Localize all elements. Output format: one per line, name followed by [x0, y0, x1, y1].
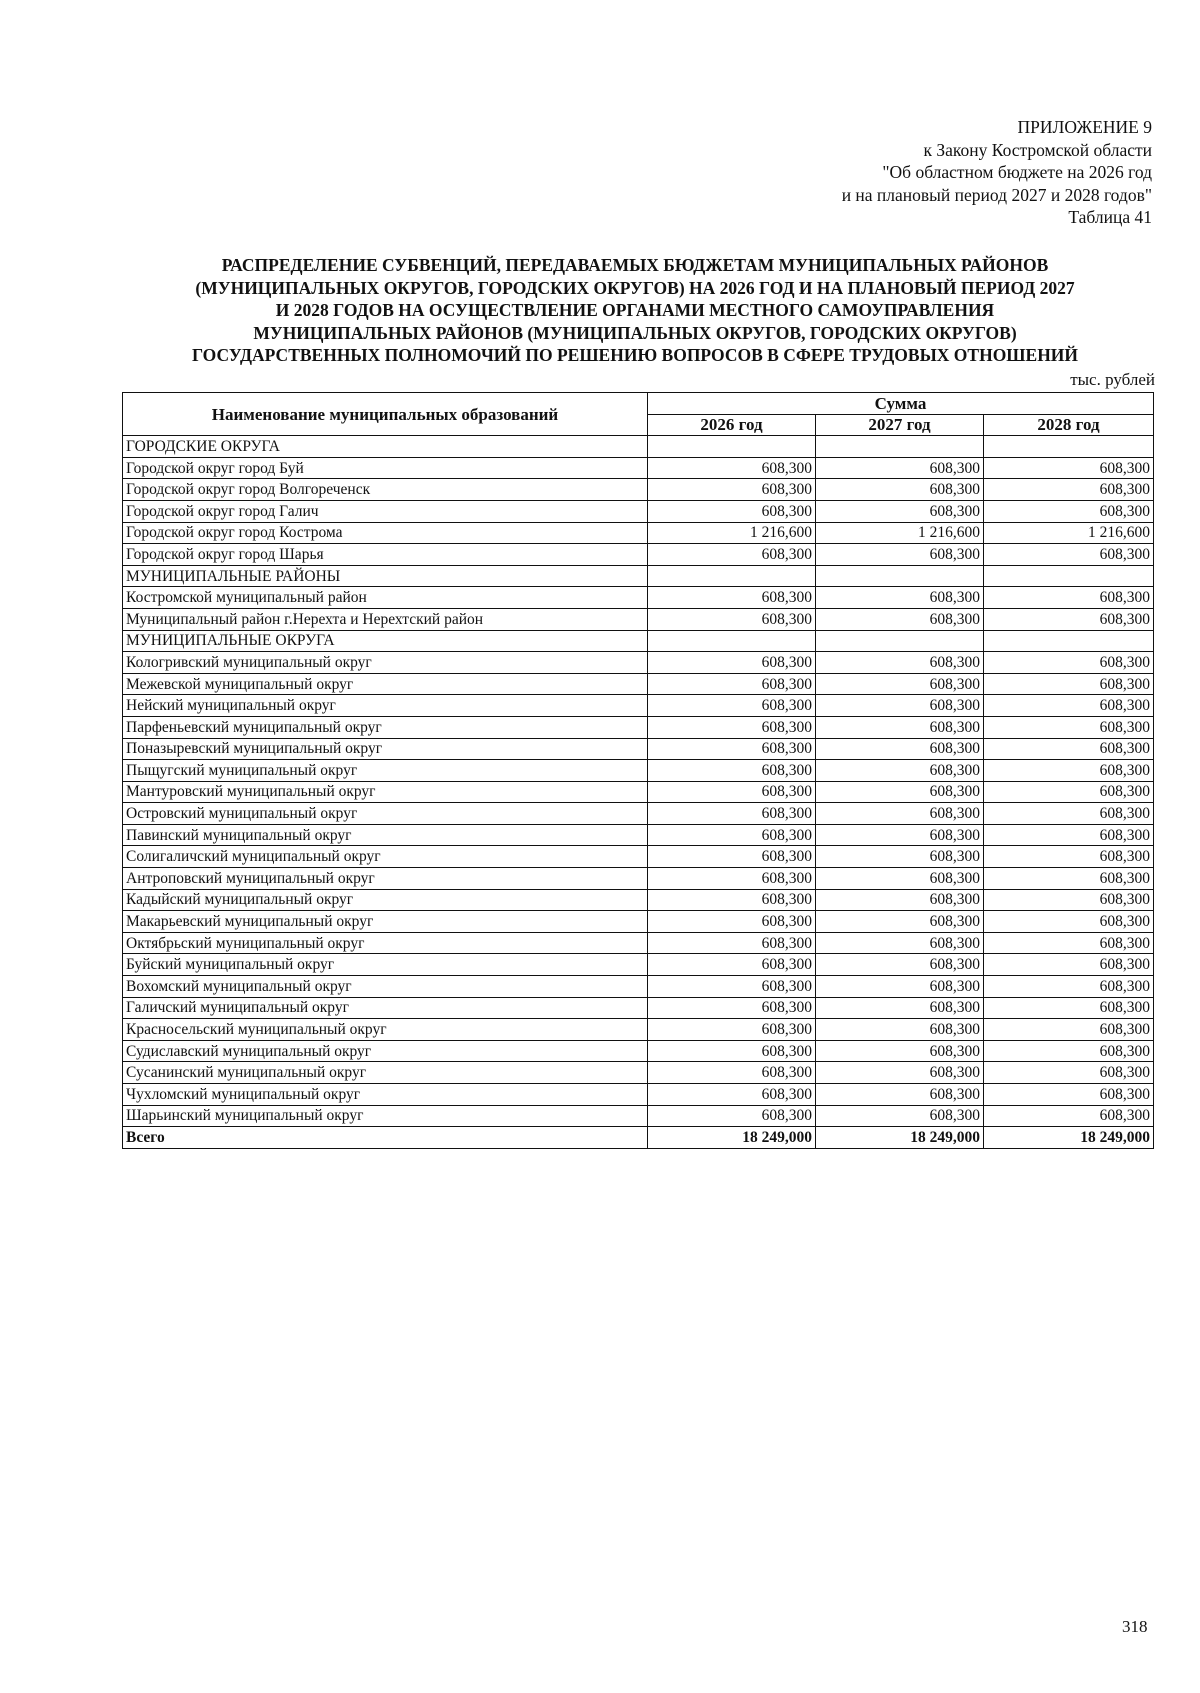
row-name-cell: Островский муниципальный округ — [123, 803, 648, 825]
value-cell-2026: 608,300 — [648, 500, 816, 522]
value-cell-2026: 608,300 — [648, 889, 816, 911]
table-row — [123, 1019, 1154, 1041]
value-cell-2026: 608,300 — [648, 1040, 816, 1062]
table-row — [123, 565, 1154, 587]
value-cell-2026: 608,300 — [648, 544, 816, 566]
row-name-cell: Городской округ город Шарья — [123, 544, 648, 566]
value-cell-2028: 608,300 — [984, 652, 1154, 674]
value-cell-2026: 608,300 — [648, 760, 816, 782]
table-row — [123, 803, 1154, 825]
value-cell-2026: 608,300 — [648, 932, 816, 954]
value-cell-2027: 608,300 — [816, 457, 984, 479]
value-cell-2027 — [816, 565, 984, 587]
row-name-cell: Мантуровский муниципальный округ — [123, 781, 648, 803]
value-cell-2026: 608,300 — [648, 824, 816, 846]
row-name-cell: Судиславский муниципальный округ — [123, 1040, 648, 1062]
column-header-2027: 2027 год — [816, 414, 984, 436]
table-row — [123, 781, 1154, 803]
column-header-name: Наименование муниципальных образований — [123, 393, 648, 436]
value-cell-2028: 608,300 — [984, 889, 1154, 911]
header-row — [123, 393, 1154, 415]
value-cell-2026: 608,300 — [648, 587, 816, 609]
column-header-sum: Сумма — [648, 393, 1154, 415]
total-value-2026: 18 249,000 — [648, 1127, 816, 1149]
total-value-2028: 18 249,000 — [984, 1127, 1154, 1149]
value-cell-2026: 608,300 — [648, 868, 816, 890]
table-row — [123, 738, 1154, 760]
value-cell-2026: 608,300 — [648, 1105, 816, 1127]
value-cell-2027: 608,300 — [816, 587, 984, 609]
table-row — [123, 479, 1154, 501]
value-cell-2027: 608,300 — [816, 976, 984, 998]
table-row — [123, 760, 1154, 782]
table-row — [123, 652, 1154, 674]
value-cell-2028: 608,300 — [984, 544, 1154, 566]
value-cell-2028 — [984, 630, 1154, 652]
subventions-table — [122, 392, 1154, 1149]
value-cell-2027: 1 216,600 — [816, 522, 984, 544]
table-row — [123, 436, 1154, 458]
table-row — [123, 976, 1154, 998]
value-cell-2027: 608,300 — [816, 695, 984, 717]
value-cell-2028: 608,300 — [984, 457, 1154, 479]
value-cell-2027: 608,300 — [816, 608, 984, 630]
value-cell-2027 — [816, 436, 984, 458]
value-cell-2026: 608,300 — [648, 673, 816, 695]
table-row — [123, 673, 1154, 695]
total-label: Всего — [123, 1127, 648, 1149]
value-cell-2026: 608,300 — [648, 846, 816, 868]
table-row — [123, 608, 1154, 630]
row-name-cell: Октябрьский муниципальный округ — [123, 932, 648, 954]
row-name-cell: Пыщугский муниципальный округ — [123, 760, 648, 782]
value-cell-2028: 608,300 — [984, 716, 1154, 738]
table-row — [123, 932, 1154, 954]
table-row — [123, 587, 1154, 609]
table-number: Таблица 41 — [1068, 207, 1152, 227]
value-cell-2026: 608,300 — [648, 954, 816, 976]
row-name-cell: Вохомский муниципальный округ — [123, 976, 648, 998]
value-cell-2028: 608,300 — [984, 673, 1154, 695]
value-cell-2028: 608,300 — [984, 479, 1154, 501]
value-cell-2028: 608,300 — [984, 1062, 1154, 1084]
value-cell-2028: 608,300 — [984, 760, 1154, 782]
table-row — [123, 1040, 1154, 1062]
table-body — [123, 436, 1154, 1149]
row-name-cell: Городской округ город Буй — [123, 457, 648, 479]
value-cell-2028: 608,300 — [984, 1105, 1154, 1127]
value-cell-2027: 608,300 — [816, 846, 984, 868]
unit-label: тыс. рублей — [1070, 370, 1155, 389]
table-row — [123, 911, 1154, 933]
column-header-2028: 2028 год — [984, 414, 1154, 436]
row-name-cell: Кологривский муниципальный округ — [123, 652, 648, 674]
value-cell-2026: 608,300 — [648, 976, 816, 998]
value-cell-2026: 608,300 — [648, 1062, 816, 1084]
value-cell-2027: 608,300 — [816, 803, 984, 825]
title-line: МУНИЦИПАЛЬНЫХ РАЙОНОВ (МУНИЦИПАЛЬНЫХ ОКРУГОВ, ГОРОДСКИХ ОКРУГОВ) — [253, 322, 1017, 343]
value-cell-2028: 608,300 — [984, 954, 1154, 976]
title-line: РАСПРЕДЕЛЕНИЕ СУБВЕНЦИЙ, ПЕРЕДАВАЕМЫХ БЮДЖЕТАМ МУНИЦИПАЛЬНЫХ РАЙОНОВ — [221, 255, 1049, 275]
value-cell-2028: 608,300 — [984, 1019, 1154, 1041]
value-cell-2027: 608,300 — [816, 544, 984, 566]
value-cell-2027: 608,300 — [816, 479, 984, 501]
value-cell-2027: 608,300 — [816, 673, 984, 695]
appendix-law-ref: к Закону Костромской области — [923, 139, 1152, 160]
row-name-cell: Костромской муниципальный район — [123, 587, 648, 609]
value-cell-2027: 608,300 — [816, 889, 984, 911]
table-row — [123, 997, 1154, 1019]
value-cell-2028: 608,300 — [984, 1040, 1154, 1062]
value-cell-2028: 608,300 — [984, 608, 1154, 630]
value-cell-2027: 608,300 — [816, 1019, 984, 1041]
value-cell-2027: 608,300 — [816, 868, 984, 890]
row-name-cell: Парфеньевский муниципальный округ — [123, 716, 648, 738]
total-row — [123, 1127, 1154, 1149]
value-cell-2026: 608,300 — [648, 695, 816, 717]
value-cell-2026: 608,300 — [648, 911, 816, 933]
value-cell-2027: 608,300 — [816, 760, 984, 782]
row-name-cell: Солигаличский муниципальный округ — [123, 846, 648, 868]
value-cell-2028: 608,300 — [984, 997, 1154, 1019]
value-cell-2026 — [648, 565, 816, 587]
value-cell-2027: 608,300 — [816, 716, 984, 738]
row-name-cell: Городской округ город Кострома — [123, 522, 648, 544]
value-cell-2026 — [648, 630, 816, 652]
value-cell-2027: 608,300 — [816, 1040, 984, 1062]
row-name-cell: МУНИЦИПАЛЬНЫЕ РАЙОНЫ — [123, 565, 648, 587]
value-cell-2028: 608,300 — [984, 976, 1154, 998]
value-cell-2026: 608,300 — [648, 716, 816, 738]
row-name-cell: МУНИЦИПАЛЬНЫЕ ОКРУГА — [123, 630, 648, 652]
value-cell-2028: 608,300 — [984, 1084, 1154, 1106]
value-cell-2028: 608,300 — [984, 500, 1154, 522]
table-row — [123, 500, 1154, 522]
value-cell-2026: 608,300 — [648, 1019, 816, 1041]
row-name-cell: Галичский муниципальный округ — [123, 997, 648, 1019]
value-cell-2028: 608,300 — [984, 781, 1154, 803]
value-cell-2028: 608,300 — [984, 587, 1154, 609]
table-row — [123, 824, 1154, 846]
page-number: 318 — [1122, 1617, 1148, 1636]
table-row — [123, 630, 1154, 652]
value-cell-2026: 608,300 — [648, 1084, 816, 1106]
table-row — [123, 457, 1154, 479]
document-title — [118, 254, 1152, 367]
value-cell-2027: 608,300 — [816, 954, 984, 976]
row-name-cell: Шарьинский муниципальный округ — [123, 1105, 648, 1127]
table-row — [123, 868, 1154, 890]
row-name-cell: Макарьевский муниципальный округ — [123, 911, 648, 933]
value-cell-2027: 608,300 — [816, 781, 984, 803]
value-cell-2027: 608,300 — [816, 911, 984, 933]
value-cell-2028: 608,300 — [984, 911, 1154, 933]
row-name-cell: Городской округ город Галич — [123, 500, 648, 522]
value-cell-2027: 608,300 — [816, 1062, 984, 1084]
row-name-cell: Антроповский муниципальный округ — [123, 868, 648, 890]
value-cell-2028: 608,300 — [984, 738, 1154, 760]
row-name-cell: Кадыйский муниципальный округ — [123, 889, 648, 911]
total-value-2027: 18 249,000 — [816, 1127, 984, 1149]
row-name-cell: Городской округ город Волгореченск — [123, 479, 648, 501]
value-cell-2027: 608,300 — [816, 1105, 984, 1127]
row-name-cell: Нейский муниципальный округ — [123, 695, 648, 717]
value-cell-2028 — [984, 565, 1154, 587]
value-cell-2026: 608,300 — [648, 479, 816, 501]
row-name-cell: Сусанинский муниципальный округ — [123, 1062, 648, 1084]
value-cell-2026: 608,300 — [648, 608, 816, 630]
row-name-cell: Поназыревский муниципальный округ — [123, 738, 648, 760]
value-cell-2026: 608,300 — [648, 738, 816, 760]
value-cell-2026: 608,300 — [648, 457, 816, 479]
title-line: И 2028 ГОДОВ НА ОСУЩЕСТВЛЕНИЕ ОРГАНАМИ МЕСТНОГО САМОУПРАВЛЕНИЯ — [275, 300, 995, 321]
table-row — [123, 1062, 1154, 1084]
value-cell-2026: 608,300 — [648, 803, 816, 825]
value-cell-2028: 608,300 — [984, 846, 1154, 868]
value-cell-2027: 608,300 — [816, 997, 984, 1019]
value-cell-2026: 608,300 — [648, 652, 816, 674]
row-name-cell: Павинский муниципальный округ — [123, 824, 648, 846]
row-name-cell: Муниципальный район г.Нерехта и Нерехтский район — [123, 608, 648, 630]
table-row — [123, 954, 1154, 976]
value-cell-2028: 608,300 — [984, 824, 1154, 846]
appendix-law-period: и на плановый период 2027 и 2028 годов" — [841, 184, 1152, 205]
row-name-cell: ГОРОДСКИЕ ОКРУГА — [123, 436, 648, 458]
appendix-header — [842, 116, 1152, 229]
value-cell-2027 — [816, 630, 984, 652]
value-cell-2026 — [648, 436, 816, 458]
value-cell-2026: 608,300 — [648, 997, 816, 1019]
row-name-cell: Чухломский муниципальный округ — [123, 1084, 648, 1106]
value-cell-2027: 608,300 — [816, 932, 984, 954]
table-row — [123, 695, 1154, 717]
appendix-number: ПРИЛОЖЕНИЕ 9 — [1017, 117, 1152, 137]
table-row — [123, 846, 1154, 868]
value-cell-2028: 1 216,600 — [984, 522, 1154, 544]
row-name-cell: Буйский муниципальный округ — [123, 954, 648, 976]
table-row — [123, 522, 1154, 544]
table-row — [123, 889, 1154, 911]
table-row — [123, 716, 1154, 738]
value-cell-2028: 608,300 — [984, 932, 1154, 954]
title-line: ГОСУДАРСТВЕННЫХ ПОЛНОМОЧИЙ ПО РЕШЕНИЮ ВОПРОСОВ В СФЕРЕ ТРУДОВЫХ ОТНОШЕНИЙ — [191, 345, 1079, 366]
column-header-2026: 2026 год — [648, 414, 816, 436]
value-cell-2027: 608,300 — [816, 500, 984, 522]
value-cell-2026: 608,300 — [648, 781, 816, 803]
value-cell-2027: 608,300 — [816, 1084, 984, 1106]
table-row — [123, 1105, 1154, 1127]
value-cell-2027: 608,300 — [816, 738, 984, 760]
value-cell-2028: 608,300 — [984, 868, 1154, 890]
value-cell-2028: 608,300 — [984, 695, 1154, 717]
value-cell-2028 — [984, 436, 1154, 458]
value-cell-2027: 608,300 — [816, 652, 984, 674]
row-name-cell: Межевской муниципальный округ — [123, 673, 648, 695]
title-line: (МУНИЦИПАЛЬНЫХ ОКРУГОВ, ГОРОДСКИХ ОКРУГОВ) НА 2026 ГОД И НА ПЛАНОВЫЙ ПЕРИОД 2027 — [195, 277, 1075, 298]
value-cell-2028: 608,300 — [984, 803, 1154, 825]
appendix-law-title: "Об областном бюджете на 2026 год — [882, 162, 1152, 182]
table-row — [123, 544, 1154, 566]
row-name-cell: Красносельский муниципальный округ — [123, 1019, 648, 1041]
value-cell-2027: 608,300 — [816, 824, 984, 846]
table-row — [123, 1084, 1154, 1106]
value-cell-2026: 1 216,600 — [648, 522, 816, 544]
